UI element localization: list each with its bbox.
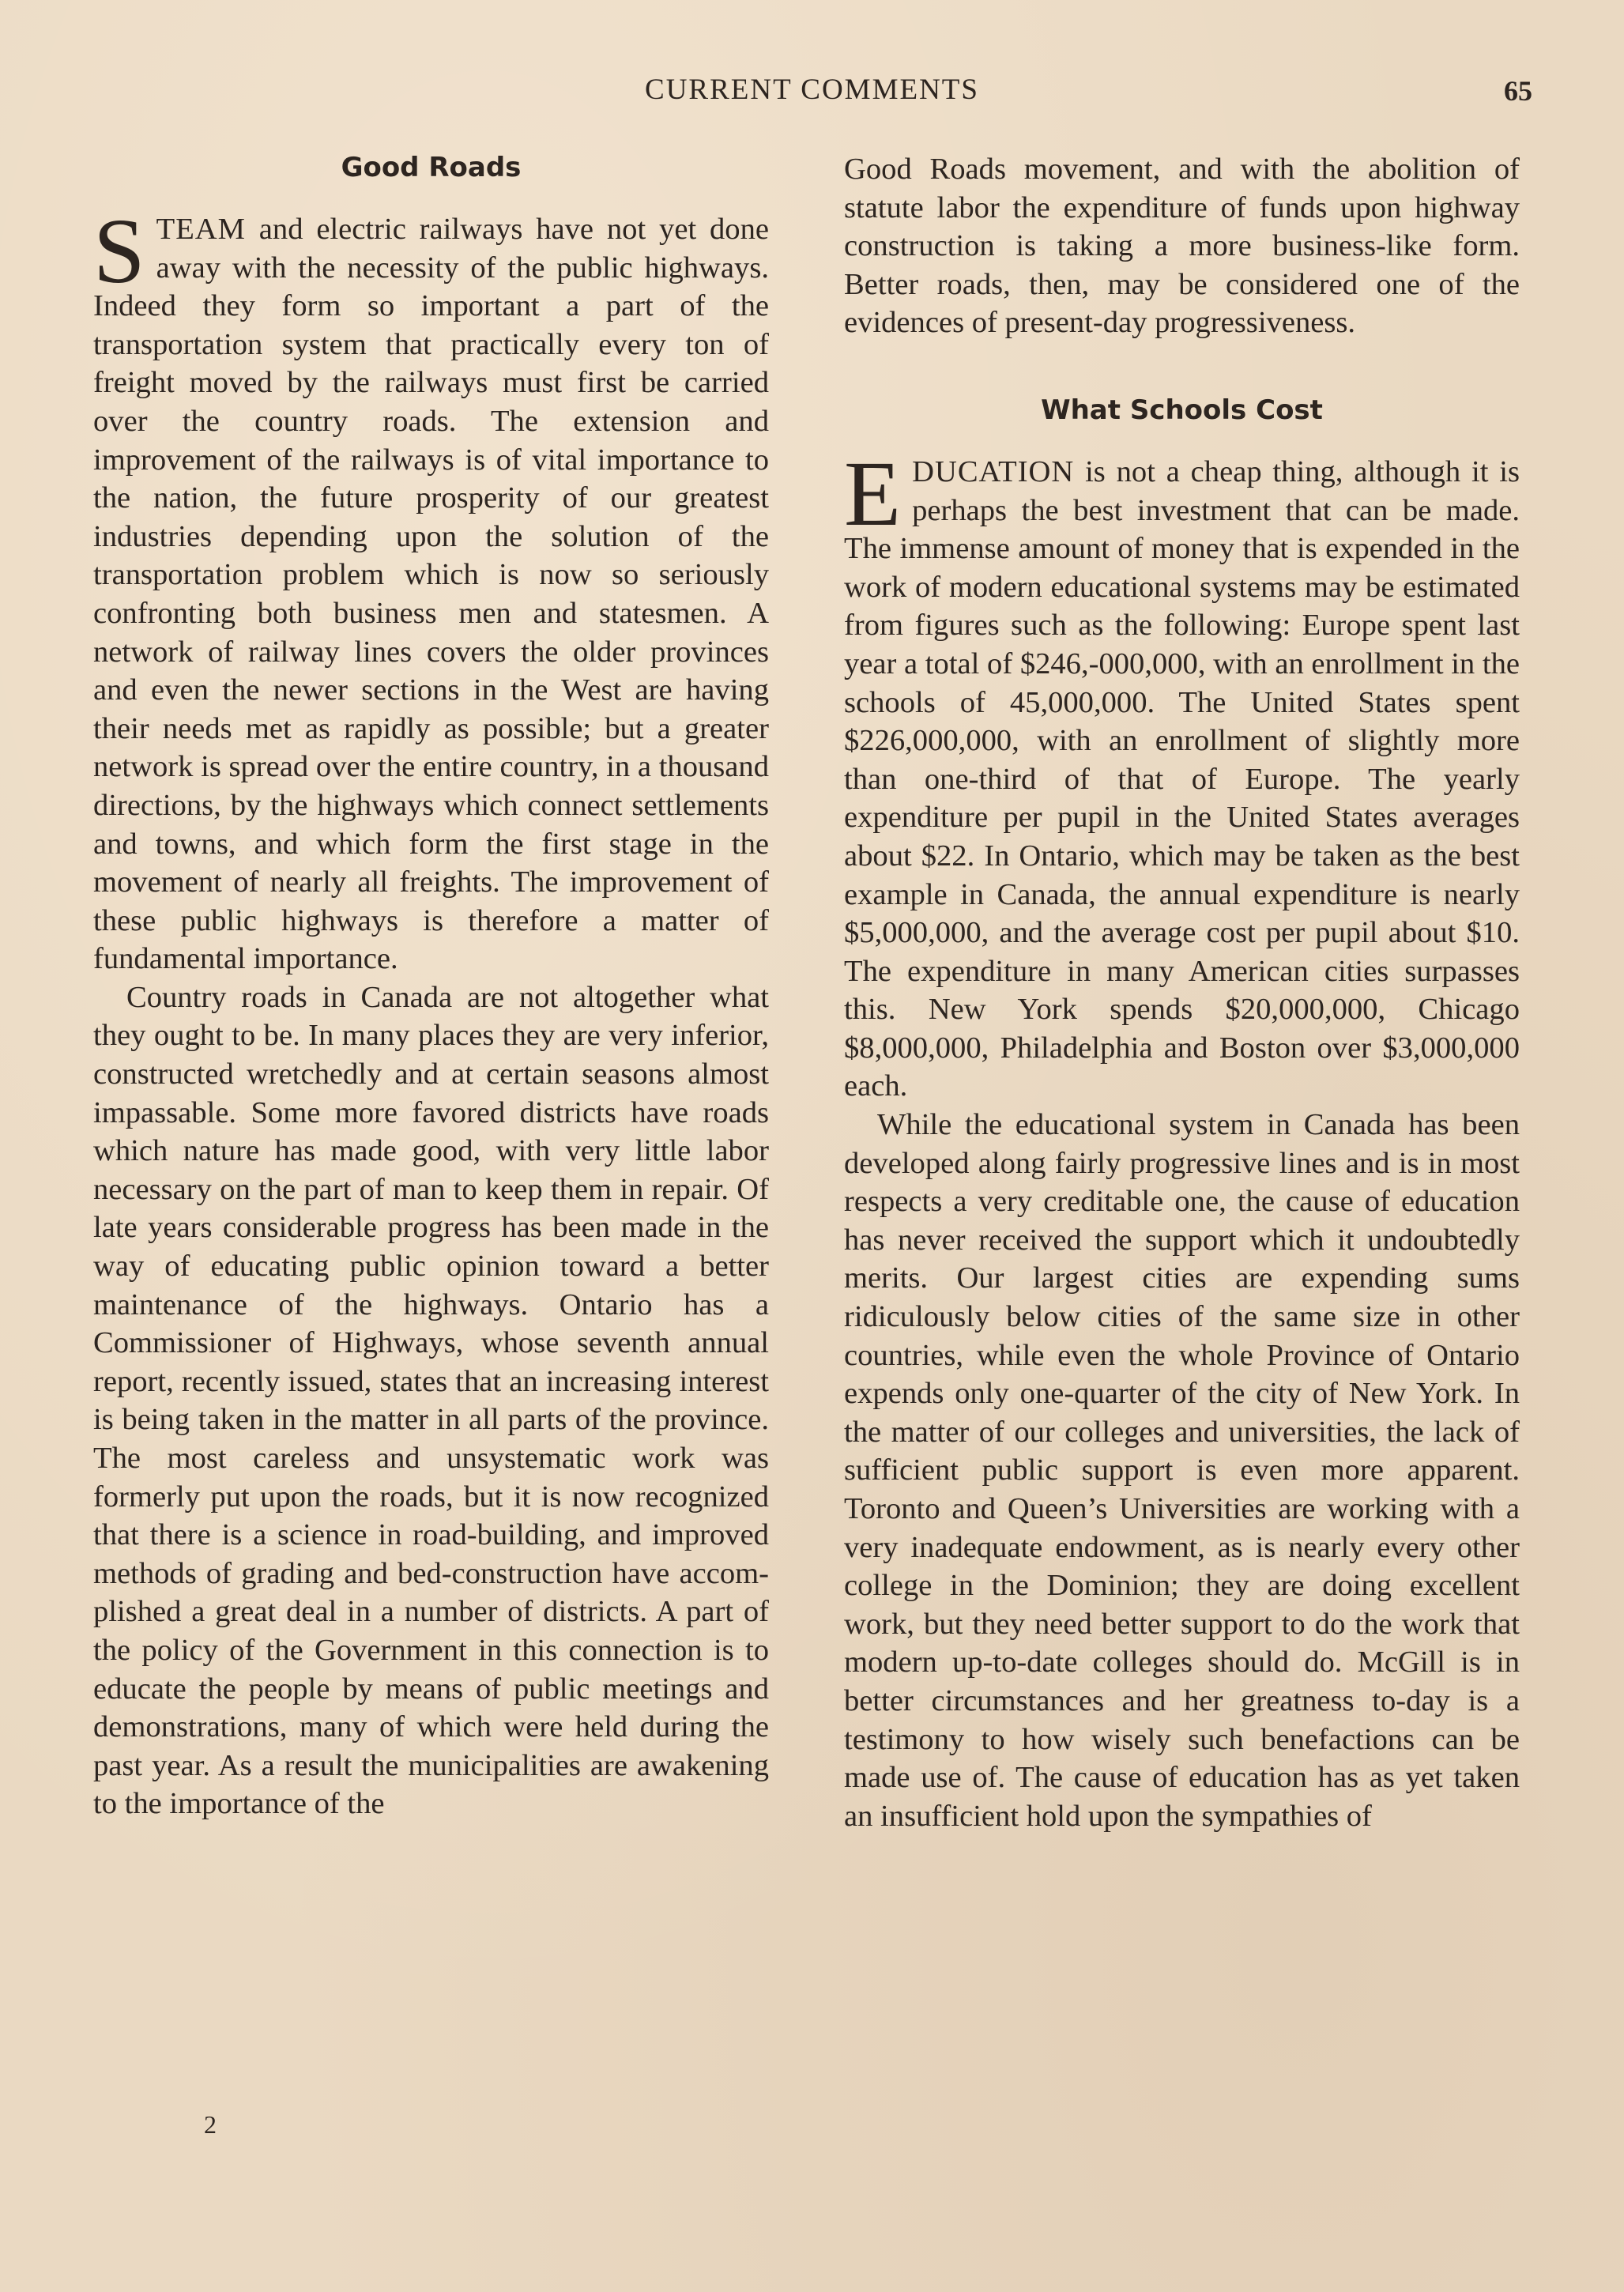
running-title: CURRENT COMMENTS <box>645 74 979 106</box>
paragraph-text: is not a cheap thing, although it is perhaps the best investment that can be made. The immense amount of money that is expended in the work of modern educational systems may be estimated from figures such as the following: Europe spent last year a total of $246,-000,000, with an enrollment in the schools of 45,000,000. The United States spent $226,000,000, with an enrollment of slightly more than one-third of that of Europe. The yearly expenditure per pupil in the United States averages about $22. In Ontario, which may be taken as the best example in Canada, the annual expenditure is nearly $5,000,000, and the average cost per pupil about $10. The expenditure in many American cities surpasses this. New York spends $20,000,000, Chicago $8,000,000, Philadelphia and Boston over $3,000,000 each. <box>844 454 1520 1103</box>
dropcap: S <box>93 199 145 303</box>
lead-caps: DUCATION <box>912 454 1075 488</box>
section-heading-good-roads: Good Roads <box>341 152 522 183</box>
good-roads-paragraph-1 <box>93 199 769 978</box>
paragraph-text: and electric railways have not yet done away with the necessity of the public highways. Indeed they form so important a part of the transportation system that practically every ton of freight moved by the railways must first be carried over the country roads. The extension and improvement of the railways is of vital importance to the nation, the future prosperity of our greatest industries depending upon the solution of the transportation problem which is now so seriously confronting both business men and statesmen. A network of railway lines covers the older provinces and even the newer sections in the West are having their needs met as rapidly as possible; but a greater network is spread over the entire country, in a thousand directions, by the highways which connect settlements and towns, and which form the first stage in the movement of nearly all freights. The improvement of these public highways is therefore a matter of fundamental importance. <box>93 213 769 976</box>
left-column <box>93 150 769 1823</box>
running-head <box>95 73 1532 112</box>
signature-mark: 2 <box>204 2110 217 2139</box>
page-number: 65 <box>1504 75 1532 107</box>
lead-caps: TEAM <box>156 213 246 246</box>
good-roads-continued-paragraph: Good Roads movement, and with the abolition of statute labor the expenditure of funds upon highway construction is taking a more business-like form. Better roads, then, may be considered one of the evidences of present-day progressiveness. <box>844 153 1520 340</box>
good-roads-paragraph-2: Country roads in Canada are not altogether what they ought to be. In many places they are very inferior, constructed wretchedly and at certain seasons almost impassable. Some more favored districts have roads which nature has made good, with very little labor necessary on the part of man to keep them in repair. Of late years considerable progress has been made in the way of educating public opinion toward a better maintenance of the highways. Ontario has a Commissioner of Highways, whose seventh annual report, recently issued, states that an increasing interest is being taken in the matter in all parts of the province. The most careless and unsystematic work was formerly put upon the roads, but it is now recognized that there is a science in road-building, and improved methods of grading and bed-construction have accomplished a great deal in a number of districts. A part of the policy of the Government in this connection is to educate the people by means of public meetings and demonstrations, many of which were held during the past year. As a result the municipalities are awakening to the importance of the <box>93 980 769 1821</box>
schools-paragraph-2: While the educational system in Canada has been developed along fairly progressive lines and is in most respects a very creditable one, the cause of education has never received the support which it undoubtedly merits. Our largest cities are expending sums ridiculously below cities of the same size in other countries, while even the whole Province of Ontario expends only one-quarter of the city of New York. In the matter of our colleges and universities, the lack of sufficient public support is even more apparent. Toronto and Queen’s Universities are working with a very inadequate endowment, as is nearly every other college in the Dominion; they are doing excellent work, but they need better support to do the work that modern up-to-date colleges should do. McGill is in better circumstances and her greatness to-day is a testimony to how wisely such benefactions can be made use of. The cause of education has as yet taken an insufficient hold upon the sympathies of <box>844 1108 1520 1833</box>
dropcap: E <box>844 441 902 545</box>
schools-paragraph-1 <box>844 441 1520 1106</box>
right-column <box>844 150 1520 1835</box>
section-heading-what-schools-cost: What Schools Cost <box>1041 394 1323 426</box>
